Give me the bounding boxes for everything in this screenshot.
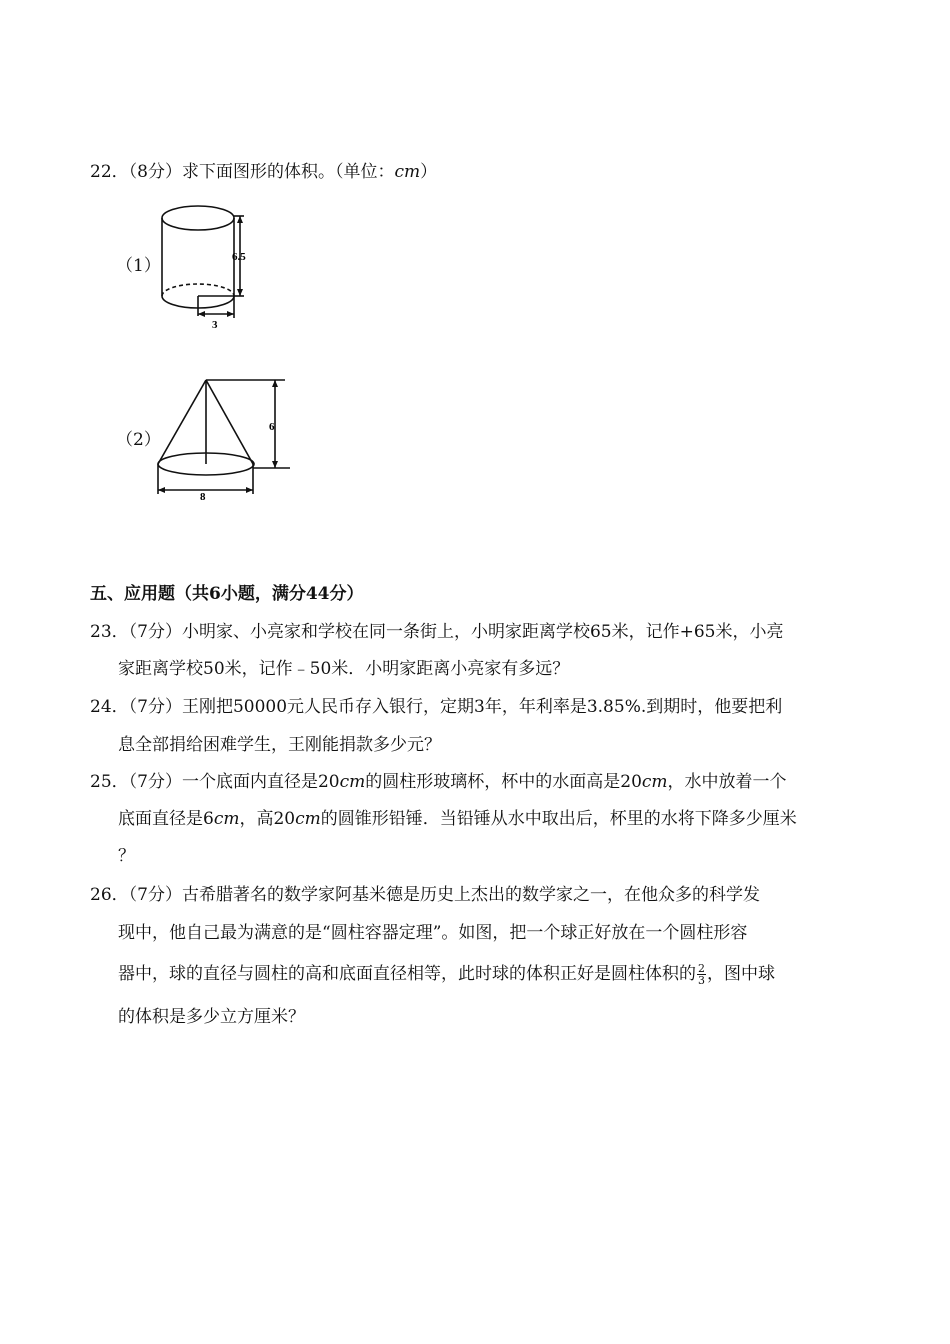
q26-line3: [118, 962, 775, 986]
q22-suffix: ）: [420, 162, 438, 182]
q25-l2-unit: cm: [213, 809, 240, 829]
q25-l1e: ，水中放着一个: [667, 772, 787, 792]
fraction-two-thirds: [697, 963, 706, 986]
q22-text: 22．（8分）求下面图形的体积。（单位：: [90, 162, 395, 182]
q23-line2: 家距离学校50米，记作﹣50米．小明家距离小亮家有多远？: [118, 659, 570, 679]
q25-line3: ？: [118, 846, 135, 866]
figure-1-label: （1）: [116, 256, 161, 276]
cone-figure: [150, 372, 295, 504]
cone-diam-arrow-left: [158, 487, 165, 493]
q25-l1c: 的圆柱形玻璃杯，杯中的水面高是20: [365, 772, 642, 792]
fraction-denominator: 3: [698, 974, 705, 987]
cylinder-radius-label: 3: [212, 319, 218, 331]
q26-line2: 现中，他自己最为满意的是“圆柱容器定理”。如图，把一个球正好放在一个圆柱形容: [118, 923, 748, 943]
cone-height-arrow-top: [272, 380, 278, 387]
q25-l1a: 25．（7分）一个底面内直径是20: [90, 772, 340, 792]
q25-l1-unit2: cm: [641, 772, 668, 792]
q24-line1: 24．（7分）王刚把50000元人民币存入银行，定期3年，年利率是3.85%.到期时，他要把利: [90, 697, 783, 717]
q24-line2: 息全部捐给困难学生，王刚能捐款多少元？: [118, 735, 441, 755]
cone-diameter-label: 8: [200, 491, 206, 503]
cylinder-top-ellipse: [162, 206, 234, 230]
radius-arrow-left: [198, 311, 205, 317]
section-5-heading: 五、应用题（共6小题，满分44分）: [90, 584, 364, 604]
q26-l3b: ，图中球: [707, 964, 775, 984]
q26-line4: 的体积是多少立方厘米？: [118, 1007, 305, 1027]
q22-unit: cm: [394, 162, 421, 182]
radius-arrow-right: [227, 311, 234, 317]
fraction-numerator: 2: [698, 962, 705, 975]
q25-l2e: 的圆锥形铅锤．当铅锤从水中取出后，杯里的水将下降多少厘米: [320, 809, 797, 829]
q25-l2-unit2: cm: [295, 809, 321, 829]
q25-l1-unit: cm: [339, 772, 366, 792]
cone-right-slant: [206, 380, 253, 464]
q23-line1: 23．（7分）小明家、小亮家和学校在同一条街上，小明家距离学校65米，记作+65米，小亮: [90, 622, 784, 642]
cone-left-slant: [158, 380, 206, 464]
cone-height-label: 6: [269, 421, 275, 433]
cone-height-arrow-bottom: [272, 461, 278, 468]
q25-l2a: 底面直径是6: [118, 809, 214, 829]
q25-l2c: ，高20: [239, 809, 296, 829]
q26-l3a: 器中，球的直径与圆柱的高和底面直径相等，此时球的体积正好是圆柱体积的: [118, 964, 696, 984]
height-arrow-top: [237, 216, 243, 223]
figure-2-label: （2）: [116, 430, 161, 450]
cylinder-height-label: 6.5: [232, 251, 246, 263]
q25-line2: [118, 807, 797, 831]
q26-line1: 26．（7分）古希腊著名的数学家阿基米德是历史上杰出的数学家之一，在他众多的科学发: [90, 885, 760, 905]
cylinder-bottom-back: [162, 284, 234, 296]
cylinder-figure: [152, 196, 262, 331]
q25-line1: [90, 770, 787, 794]
cone-diam-arrow-right: [246, 487, 253, 493]
height-arrow-bottom: [237, 289, 243, 296]
question-22-title: [90, 160, 437, 184]
